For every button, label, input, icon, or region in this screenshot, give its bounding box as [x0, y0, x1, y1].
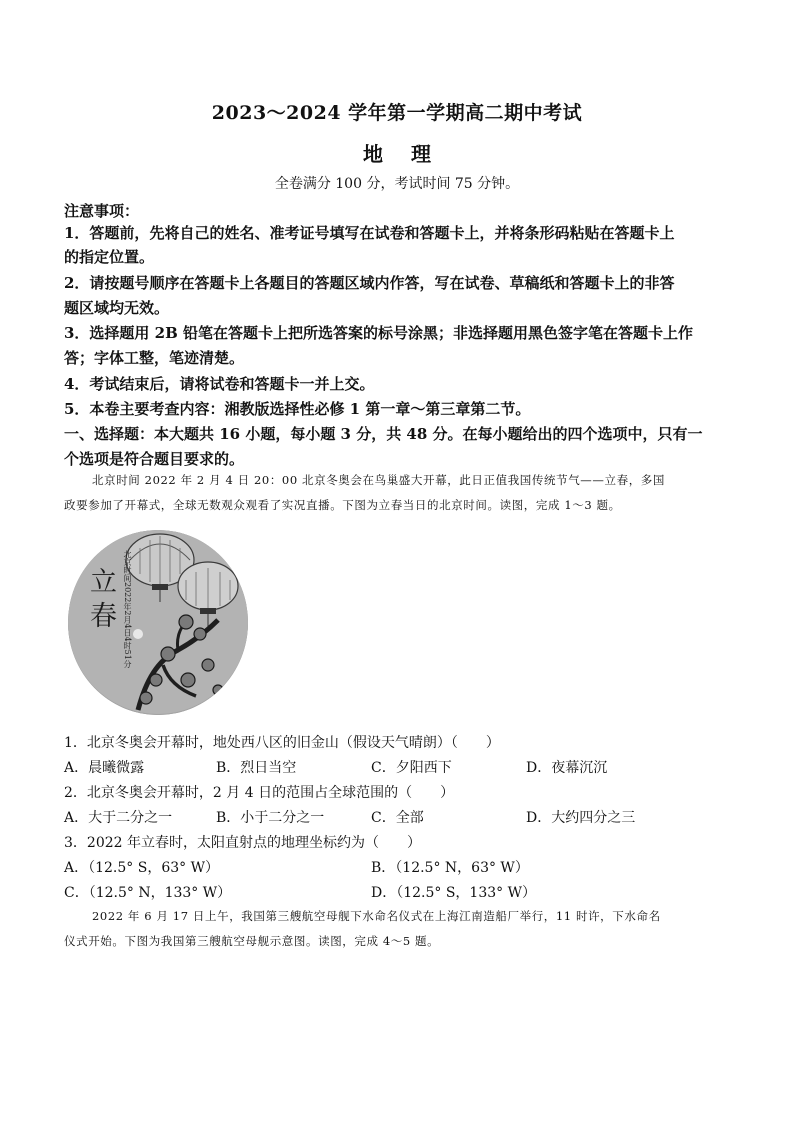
- exam-info: 全卷满分 100 分，考试时间 75 分钟。: [274, 176, 520, 192]
- option-3d: D．（12.5° S，133° W）: [371, 885, 536, 901]
- option-1a: A．晨曦微露: [64, 760, 145, 776]
- option-3c: C．（12.5° N，133° W）: [64, 885, 232, 901]
- notes-heading: 注意事项：: [64, 202, 140, 220]
- option-1c: C．夕阳西下: [371, 760, 452, 776]
- option-2a: A．大于二分之一: [64, 810, 173, 826]
- note-line: 的指定位置。: [64, 248, 155, 266]
- question-2: 2．北京冬奥会开幕时，2 月 4 日的范围占全球范围的（ ）: [64, 785, 455, 801]
- option-1d: D．夜幕沉沉: [526, 760, 608, 776]
- option-2b: B．小于二分之一: [216, 810, 325, 826]
- note-line: 3．选择题用 2B 铅笔在答题卡上把所选答案的标号涂黑；非选择题用黑色签字笔在答题卡上作: [64, 324, 694, 342]
- note-line: 4．考试结束后，请将试卷和答题卡一并上交。: [64, 375, 375, 393]
- note-line: 题区域均无效。: [64, 299, 170, 317]
- passage-line: 仪式开始。下图为我国第三艘航空母舰示意图。读图，完成 4～5 题。: [64, 934, 440, 948]
- option-1b: B．烈日当空: [216, 760, 297, 776]
- question-3: 3．2022 年立春时，太阳直射点的地理坐标约为（ ）: [64, 835, 421, 851]
- note-line: 2．请按题号顺序在答题卡上各题目的答题区域内作答，写在试卷、草稿纸和答题卡上的非答: [64, 274, 675, 292]
- option-2c: C．全部: [371, 810, 424, 826]
- option-3a: A．（12.5° S，63° W）: [64, 860, 219, 876]
- subject-title: 地理: [363, 142, 459, 166]
- passage-line: 北京时间 2022 年 2 月 4 日 20：00 北京冬奥会在鸟巢盛大开幕，此日正值我国传统节气——立春，多国: [92, 473, 666, 487]
- passage-line: 2022 年 6 月 17 日上午，我国第三艘航空母舰下水命名仪式在上海江南造船厂举行，11 时许，下水命名: [92, 909, 661, 923]
- option-3b: B．（12.5° N，63° W）: [371, 860, 529, 876]
- exam-title: 2023～2024 学年第一学期高二期中考试: [211, 102, 583, 124]
- passage-line: 政要参加了开幕式，全球无数观众观看了实况直播。下图为立春当日的北京时间。读图，完成 1～3 题。: [64, 498, 621, 512]
- question-1: 1．北京冬奥会开幕时，地处西八区的旧金山（假设天气晴朗）（ ）: [64, 735, 500, 751]
- note-line: 5．本卷主要考查内容：湘教版选择性必修 1 第一章～第三章第二节。: [64, 400, 531, 418]
- section-heading: 一、选择题：本大题共 16 小题，每小题 3 分，共 48 分。在每小题给出的四个选项中，只有一: [64, 425, 703, 443]
- option-2d: D．大约四分之三: [526, 810, 636, 826]
- lichun-time-text: 北京时间2022年2月4日4时51分: [123, 550, 132, 668]
- lichun-image: [68, 530, 248, 715]
- section-heading: 个选项是符合题目要求的。: [64, 450, 245, 468]
- note-line: 答；字体工整，笔迹清楚。: [64, 349, 245, 367]
- note-line: 1．答题前，先将自己的姓名、准考证号填写在试卷和答题卡上，并将条形码粘贴在答题卡上: [64, 224, 675, 242]
- lichun-big-text: 立春: [90, 567, 117, 632]
